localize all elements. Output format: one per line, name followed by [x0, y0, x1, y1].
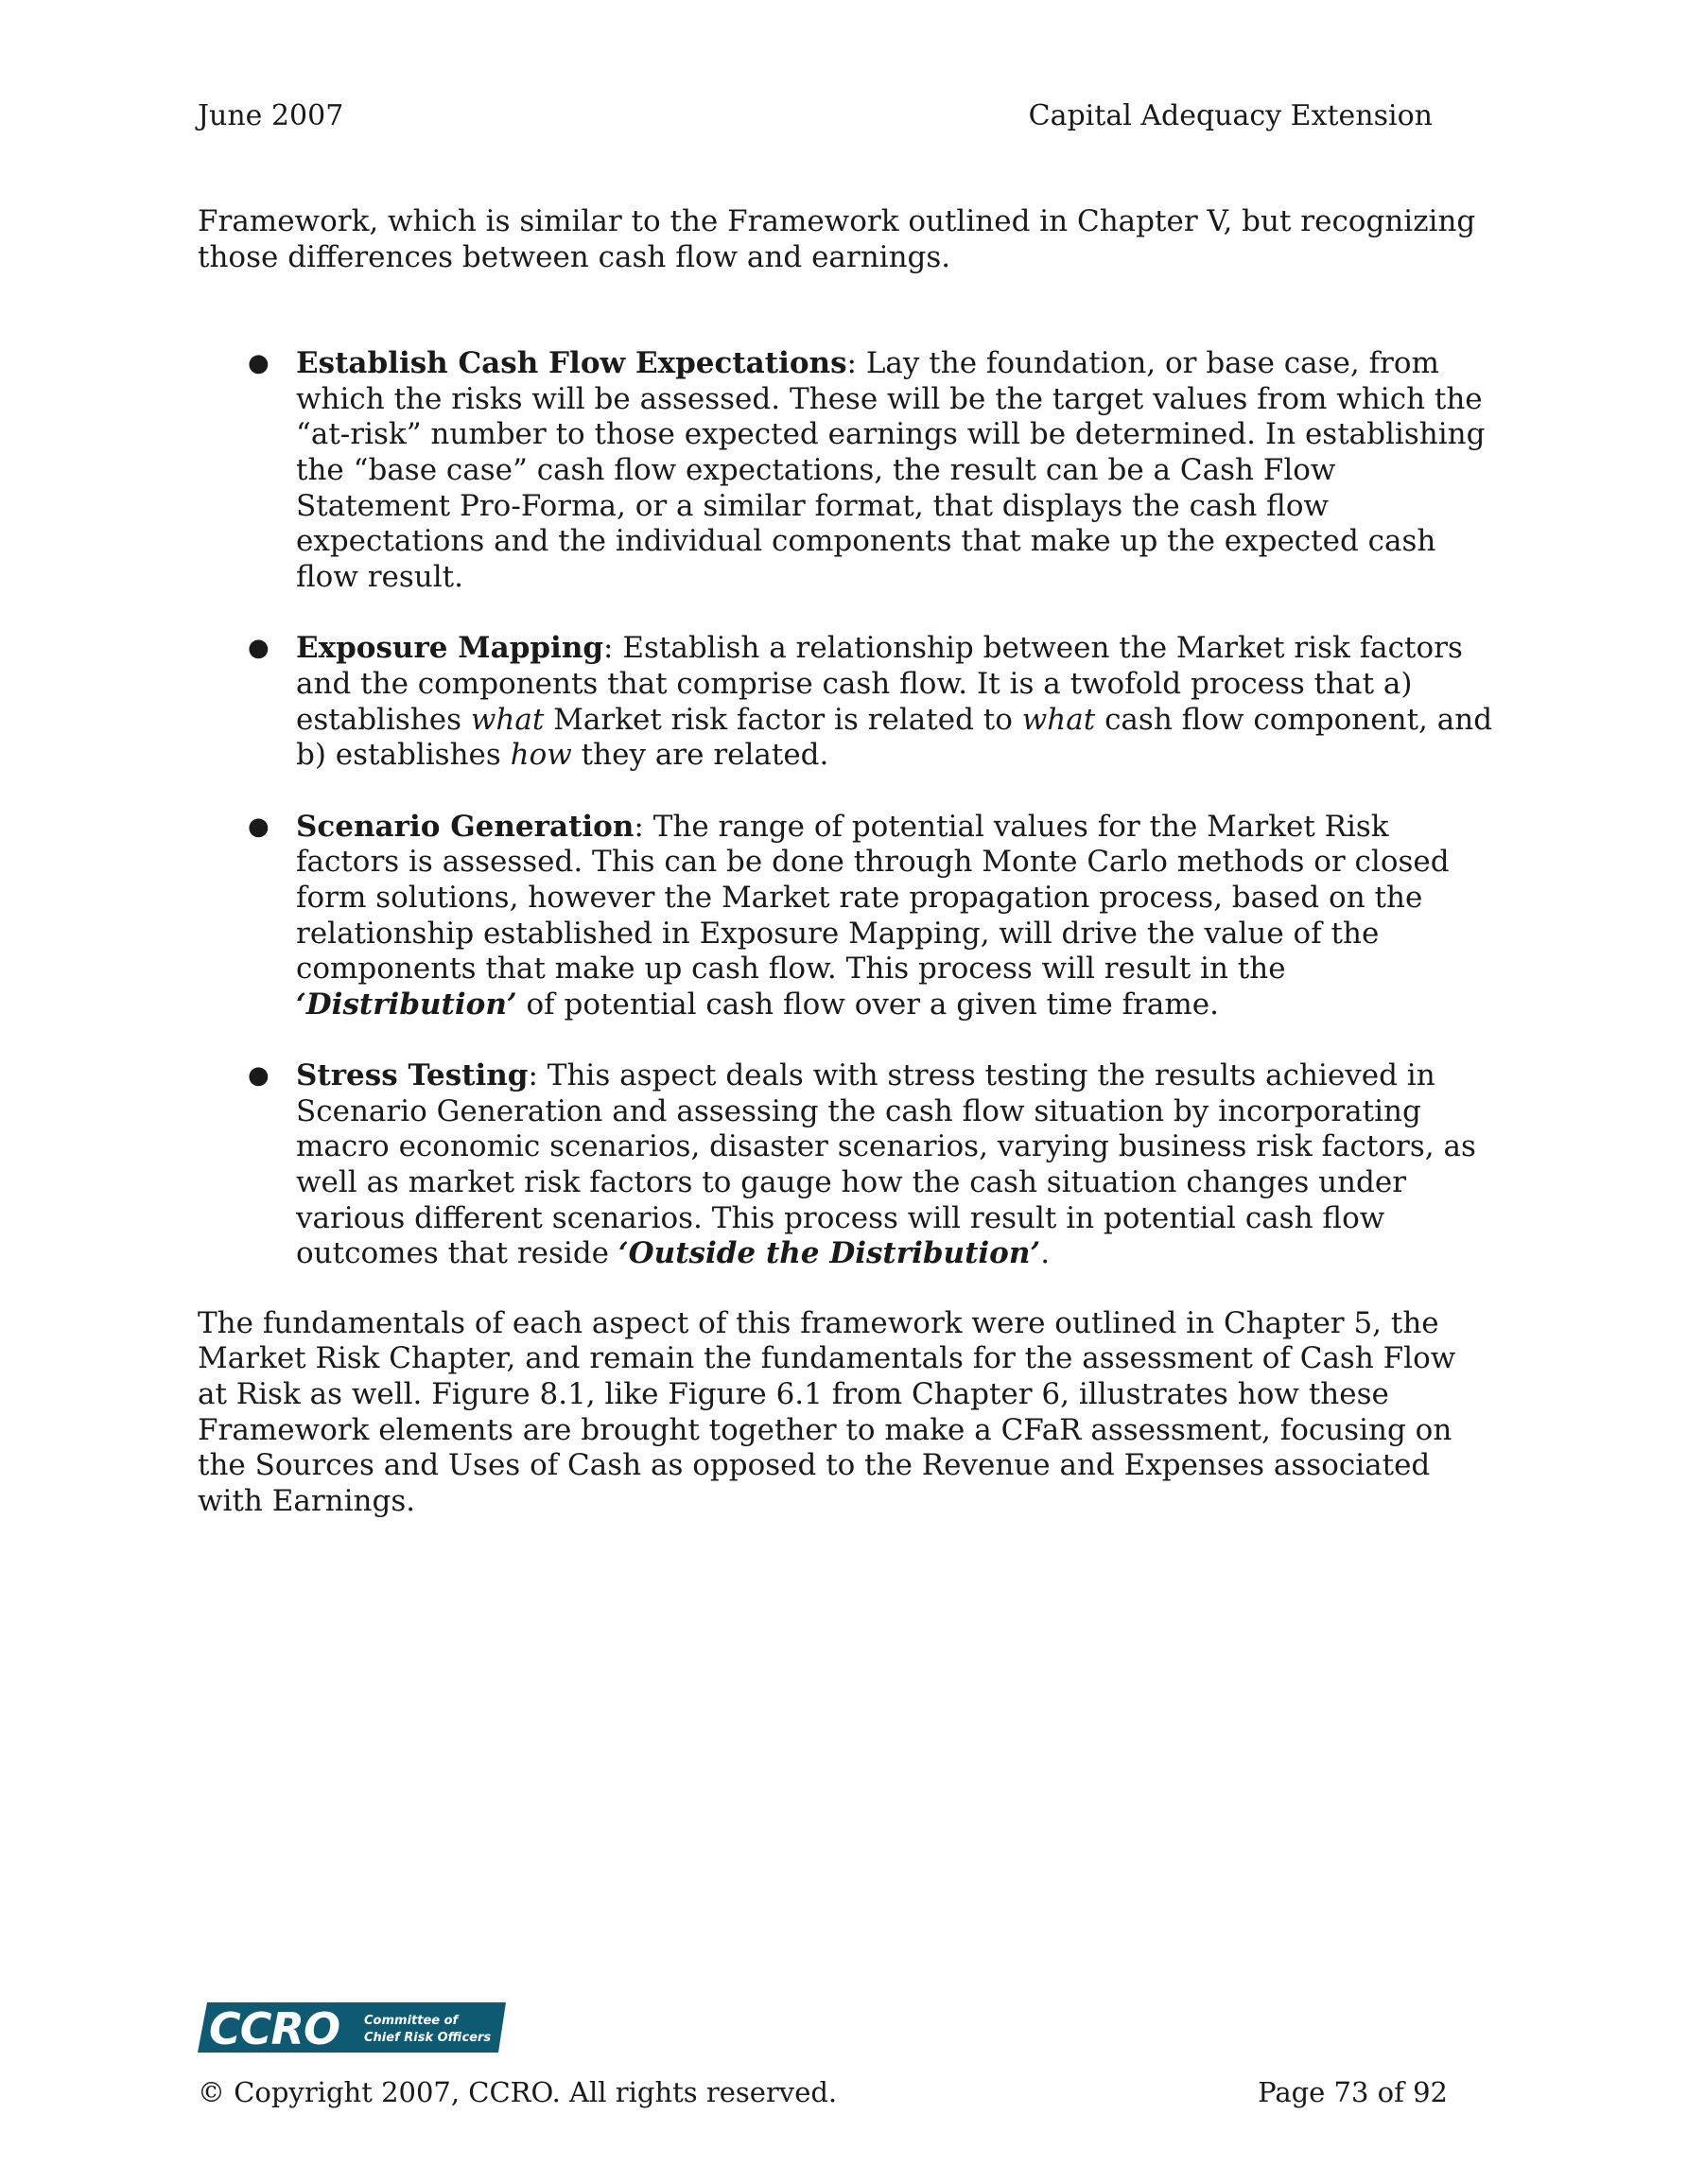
bullet-text: . [1040, 1236, 1051, 1271]
bullet-icon: ● [248, 634, 270, 663]
list-item [198, 810, 1493, 1023]
bullet-lead: Exposure Mapping [296, 631, 604, 666]
bullet-text: Market risk factor is related to [544, 702, 1022, 737]
list-item [198, 631, 1493, 773]
body-content [198, 204, 1493, 1519]
header-title: Capital Adequacy Extension [1028, 99, 1433, 132]
page-header [198, 98, 1433, 134]
bullet-text: cash flow component, and b) establishes [296, 702, 1493, 773]
bullet-icon: ● [248, 812, 270, 841]
logo-line2: Chief Risk Officers [364, 2031, 492, 2045]
bullet-emphasis: ‘Distribution’ [296, 987, 517, 1022]
closing-paragraph: The fundamentals of each aspect of this framework were outlined in Chapter 5, the Market Risk Chapter, and remain the fundamentals for the assessment of Cash Flow at Risk as well. Figure 8.1, like Figure 6.1 from Chapter 6, illustrates how these Framework elements are brought together to make a CFaR assessment, focusing on the Sources and Uses of Cash as opposed to the Revenue and Expenses associated with Earnings. [198, 1305, 1456, 1518]
bullet-emphasis: what [1021, 702, 1096, 737]
bullet-emphasis: how [510, 738, 572, 773]
footer-copyright: © Copyright 2007, CCRO. All rights reserved. [198, 2076, 838, 2108]
list-item [198, 1058, 1493, 1272]
bullet-text: : This aspect deals with stress testing the results achieved in Scenario Generation and assessing the cash flow situation by incorporating macro economic scenarios, disaster scenarios, varying business risk factors, as well as market risk factors to gauge how the cash situation changes under various different scenarios. This process will result in potential cash flow outcomes that reside [296, 1058, 1476, 1271]
logo-line1: Committee of [364, 2014, 459, 2028]
list-item [198, 346, 1493, 595]
bullet-lead: Stress Testing [296, 1058, 529, 1093]
bullet-icon: ● [248, 1061, 270, 1091]
bullet-text: : Establish a relationship between the Market risk factors and the components that comprise cash flow. It is a twofold process that a) establishes [296, 631, 1463, 737]
header-date: June 2007 [198, 99, 344, 132]
bullet-text: they are related. [571, 738, 829, 773]
framework-list [198, 346, 1493, 1272]
intro-paragraph: Framework, which is similar to the Framework outlined in Chapter V, but recognizing those differences between cash flow and earnings. [198, 204, 1476, 274]
bullet-emphasis: what [470, 702, 545, 737]
ccro-logo [198, 2002, 506, 2053]
bullet-icon: ● [248, 349, 270, 378]
page-footer [198, 2075, 1448, 2109]
bullet-text: : The range of potential values for the Market Risk factors is assessed. This can be done through Monte Carlo methods or closed form solutions, however the Market rate propagation process, based on the relationship established in Exposure Mapping, will drive the value of the components that make up cash flow. This process will result in the [296, 809, 1450, 987]
logo-mark: CCRO [209, 2003, 340, 2053]
bullet-lead: Establish Cash Flow Expectations [296, 346, 847, 381]
bullet-text: : Lay the foundation, or base case, from which the risks will be assessed. These will be the target values from which the “at-risk” number to those expected earnings will be determined. In establishing the “base case” cash flow expectations, the result can be a Cash Flow Statement Pro-Forma, or a similar format, that displays the cash flow expectations and the individual components that make up the expected cash flow result. [296, 346, 1486, 594]
bullet-lead: Scenario Generation [296, 809, 635, 844]
bullet-emphasis: ‘Outside the Distribution’ [617, 1236, 1041, 1271]
bullet-text: of potential cash flow over a given time frame. [516, 987, 1220, 1022]
footer-page-number: Page 73 of 92 [1258, 2076, 1448, 2108]
